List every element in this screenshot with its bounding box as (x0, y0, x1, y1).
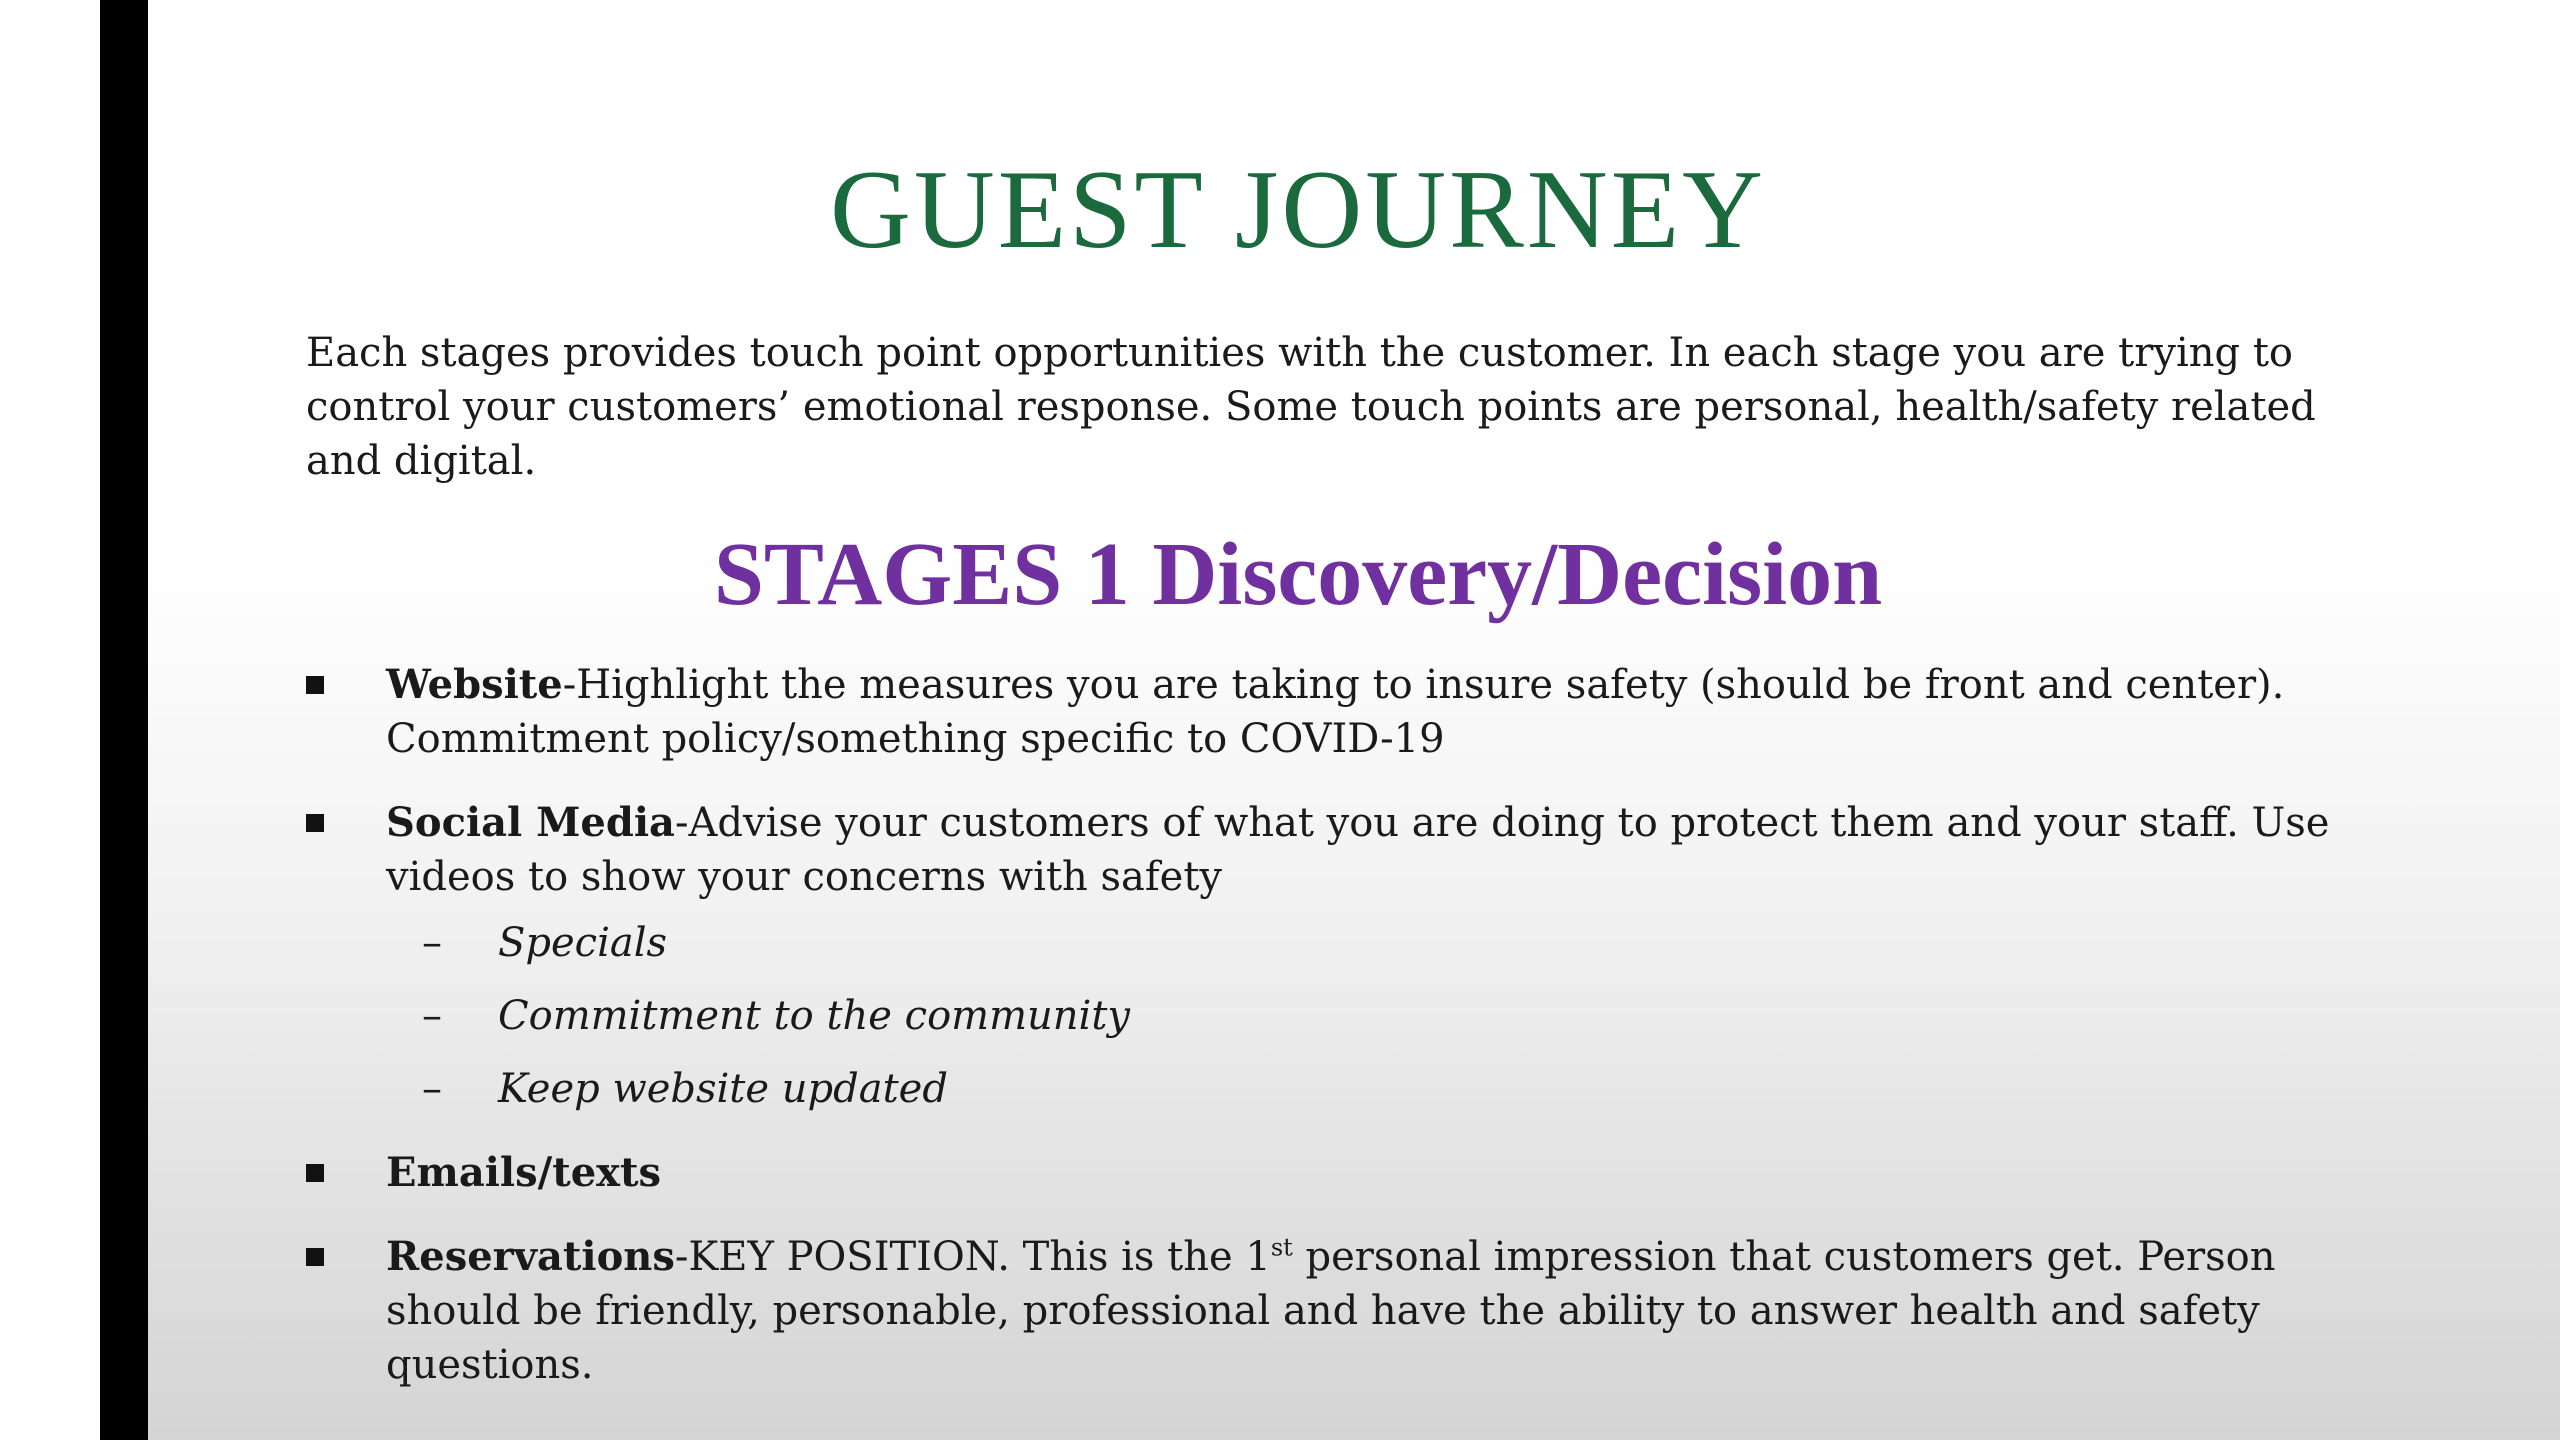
sub-item-specials (386, 916, 2406, 970)
sub-bullet-list (386, 916, 2406, 1116)
dash-bullet-icon: – (422, 1066, 442, 1112)
bullet-label: Emails/texts (386, 1149, 662, 1196)
sub-item-text: Keep website updated (498, 1066, 948, 1112)
bullet-text: -Highlight the measures you are taking to insure safety (should be front and center). Commitment policy/something specific to COVID-19 (386, 662, 2285, 762)
sub-item-text: Specials (498, 920, 668, 966)
square-bullet-icon (306, 814, 324, 832)
stage-heading: STAGES 1 Discovery/Decision (713, 525, 1883, 624)
side-bar (100, 0, 148, 1440)
bullet-text-continued: personal impression that customers get. Person should be friendly, personable, professional and have the ability to answer health and safety questions. (386, 1234, 2276, 1388)
bullet-list (306, 658, 2406, 1422)
left-margin (0, 0, 100, 1440)
dash-bullet-icon: – (422, 920, 442, 966)
slide (148, 0, 2560, 1440)
bullet-label: Website (386, 661, 563, 708)
intro-paragraph: Each stages provides touch point opportunities with the customer. In each stage you are trying to control your customers’ emotional response. Some touch points are personal, health/safety related and digital. (306, 330, 2316, 484)
sub-item-community (386, 989, 2406, 1043)
slide-title: GUEST JOURNEY (829, 148, 1767, 272)
bullet-reservations (306, 1230, 2406, 1392)
sub-item-website-updated (386, 1062, 2406, 1116)
ordinal-superscript: st (1270, 1233, 1293, 1262)
bullet-text: -Advise your customers of what you are doing to protect them and your staff. Use videos to show your concerns with safety (386, 800, 2330, 900)
bullet-label: Social Media (386, 799, 675, 846)
dash-bullet-icon: – (422, 993, 442, 1039)
square-bullet-icon (306, 1164, 324, 1182)
bullet-emails-texts (306, 1146, 2406, 1200)
bullet-text: -KEY POSITION. This is the 1 (674, 1234, 1271, 1280)
bullet-social-media (306, 796, 2406, 1116)
square-bullet-icon (306, 676, 324, 694)
square-bullet-icon (306, 1248, 324, 1266)
sub-item-text: Commitment to the community (498, 993, 1130, 1039)
bullet-website (306, 658, 2406, 766)
bullet-label: Reservations (386, 1233, 675, 1280)
